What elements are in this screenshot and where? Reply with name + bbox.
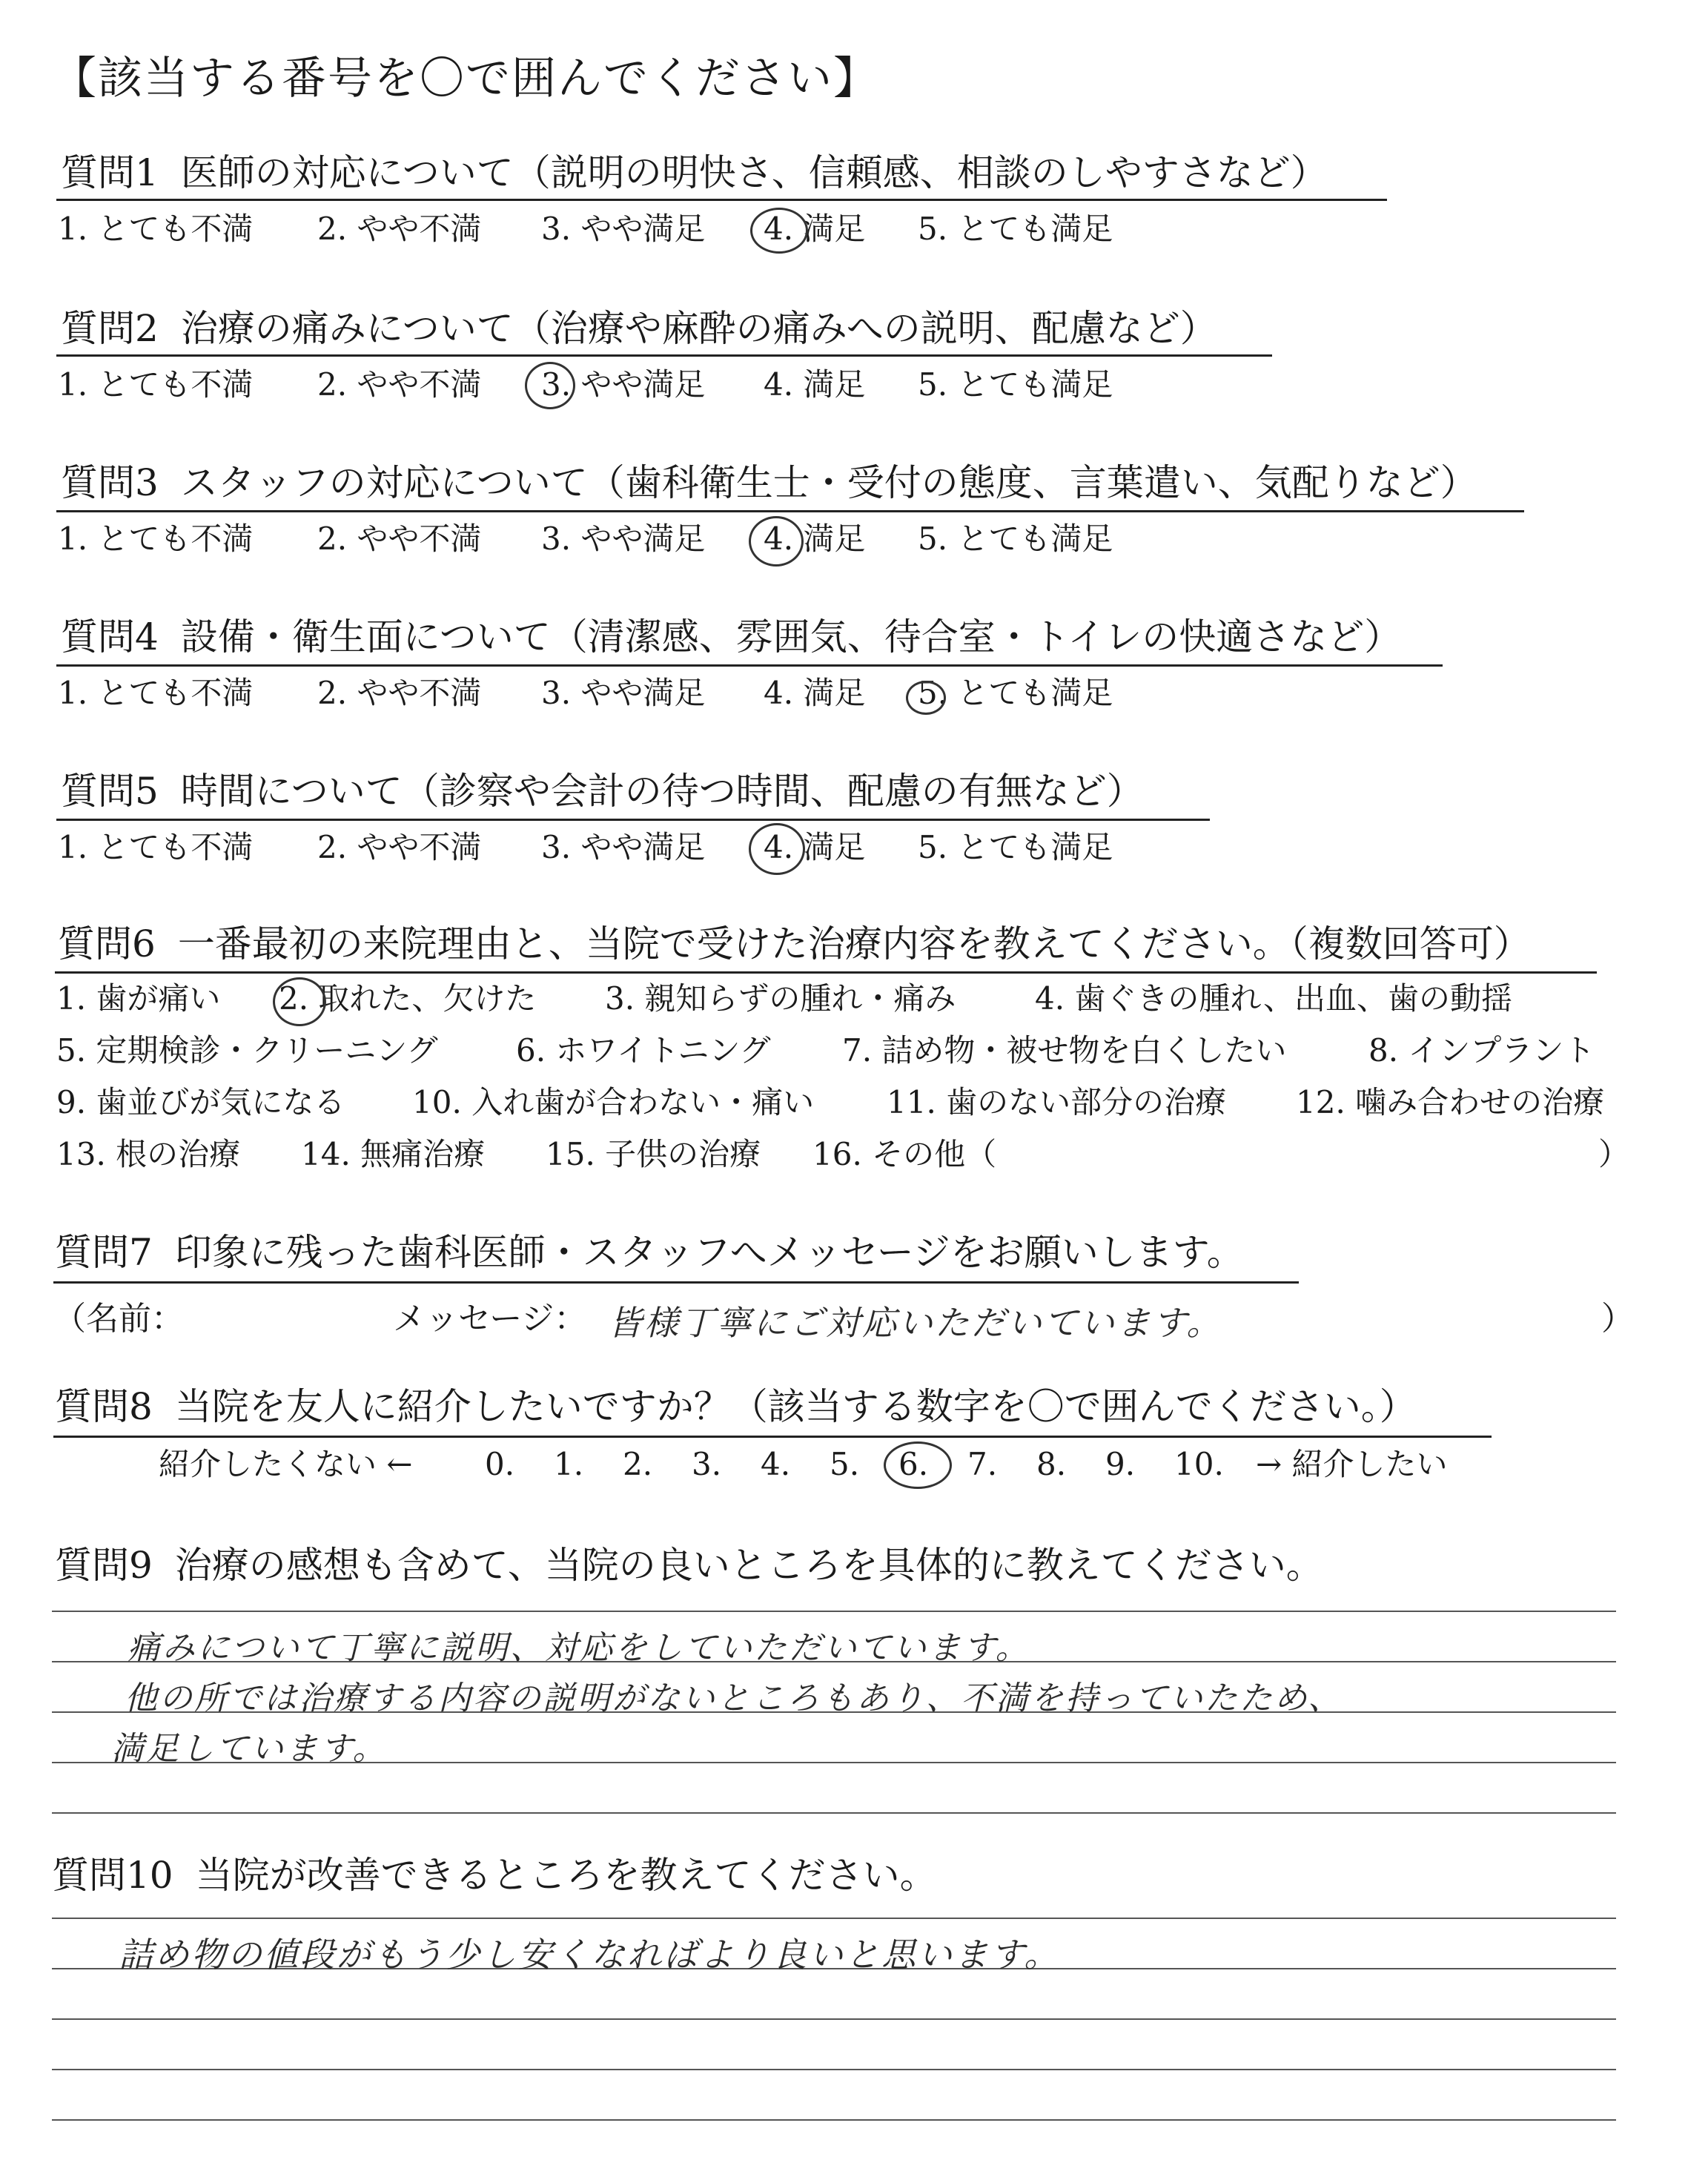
option-4[interactable]: 4. 満足: [764, 366, 866, 403]
answer-rule: [52, 1918, 1616, 1919]
option-11[interactable]: 11. 歯のない部分の治療: [887, 1084, 1227, 1120]
option-3[interactable]: 3. やや満足: [541, 521, 706, 557]
option-16-close-paren: ）: [1598, 1136, 1630, 1172]
question-text: 当院を友人に紹介したいですか？（該当する数字を〇で囲んでください。）: [174, 1385, 1417, 1428]
question-text: スタッフの対応について（歯科衛生士・受付の態度、言葉遣い、気配りなど）: [180, 461, 1477, 504]
option-4[interactable]: 4. 歯ぐきの腫れ、出血、歯の動揺: [1035, 980, 1512, 1017]
question-text: 当院が改善できるところを教えてください。: [195, 1854, 937, 1897]
answer-rule: [52, 2069, 1616, 2070]
option-7[interactable]: 7. 詰め物・被せ物を白くしたい: [842, 1032, 1287, 1069]
answer-line[interactable]: 詰め物の値段がもう少し安くなればより良いと思います。: [119, 1935, 1061, 1975]
question-number: 質問4: [61, 615, 159, 658]
question-8-scale: [159, 1446, 1508, 1493]
option-4[interactable]: 4. 満足: [764, 829, 866, 865]
question-underline: [56, 664, 1443, 667]
selection-circle: [884, 1441, 952, 1489]
question-underline: [53, 1436, 1492, 1438]
selection-circle: [749, 516, 804, 567]
option-3[interactable]: 3. やや満足: [541, 211, 706, 247]
option-4[interactable]: 4. 満足: [764, 675, 866, 711]
question-3-heading: [61, 461, 1477, 504]
scale-1[interactable]: 1.: [554, 1446, 584, 1482]
question-number: 質問8: [55, 1385, 153, 1428]
option-1[interactable]: 1. とても不満: [58, 829, 254, 865]
option-5[interactable]: 5. 定期検診・クリーニング: [56, 1032, 438, 1069]
question-text: 治療の痛みについて（治療や麻酔の痛みへの説明、配慮など）: [180, 307, 1217, 350]
scale-4[interactable]: 4.: [761, 1446, 791, 1482]
question-underline: [56, 199, 1387, 201]
question-underline: [55, 971, 1597, 974]
message-label: メッセージ：: [393, 1300, 587, 1338]
answer-line[interactable]: 満足しています。: [111, 1730, 388, 1768]
question-underline: [53, 1281, 1299, 1284]
option-5[interactable]: 5. とても満足: [918, 675, 1113, 711]
selection-circle: [906, 681, 946, 715]
name-label: （名前：: [53, 1300, 184, 1338]
option-1[interactable]: 1. とても不満: [58, 366, 254, 403]
option-1[interactable]: 1. とても不満: [58, 521, 254, 557]
option-16[interactable]: 16. その他（: [812, 1136, 997, 1172]
question-number: 質問9: [55, 1544, 153, 1587]
question-number: 質問6: [58, 922, 156, 965]
question-8-heading: [55, 1385, 1417, 1428]
scale-3[interactable]: 3.: [692, 1446, 722, 1482]
question-underline: [56, 819, 1210, 821]
option-8[interactable]: 8. インプラント: [1368, 1032, 1595, 1069]
option-3[interactable]: 3. やや満足: [541, 366, 706, 403]
selection-circle: [750, 208, 808, 254]
selection-circle: [749, 823, 805, 875]
option-10[interactable]: 10. 入れ歯が合わない・痛い: [412, 1084, 815, 1120]
option-13[interactable]: 13. 根の治療: [56, 1136, 241, 1172]
selection-circle: [273, 977, 326, 1026]
question-number: 質問5: [61, 770, 159, 813]
question-9-heading: [55, 1544, 1323, 1587]
option-14[interactable]: 14. 無痛治療: [301, 1136, 486, 1172]
option-3[interactable]: 3. やや満足: [541, 829, 706, 865]
option-2[interactable]: 2. 取れた、欠けた: [279, 980, 537, 1017]
answer-line[interactable]: 他の所では治療する内容の説明がないところもあり、不満を持っていたため、: [125, 1680, 1343, 1717]
selection-circle: [525, 362, 575, 409]
option-3[interactable]: 3. 親知らずの腫れ・痛み: [605, 980, 956, 1017]
option-9[interactable]: 9. 歯並びが気になる: [56, 1084, 345, 1120]
option-4[interactable]: 4. 満足: [764, 521, 866, 557]
scale-9[interactable]: 9.: [1105, 1446, 1136, 1482]
answer-rule: [52, 2018, 1616, 2020]
answer-rule: [52, 1812, 1616, 1814]
option-1[interactable]: 1. 歯が痛い: [56, 980, 221, 1017]
question-number: 質問7: [55, 1231, 153, 1274]
answer-rule: [52, 1611, 1616, 1612]
option-2[interactable]: 2. やや不満: [317, 675, 482, 711]
scale-7[interactable]: 7.: [967, 1446, 998, 1482]
scale-8[interactable]: 8.: [1036, 1446, 1067, 1482]
question-underline: [56, 510, 1524, 512]
option-5[interactable]: 5. とても満足: [918, 211, 1113, 247]
question-7-heading: [55, 1231, 1244, 1274]
question-1-heading: [61, 151, 1328, 194]
option-4[interactable]: 4. 満足: [764, 211, 866, 247]
option-15[interactable]: 15. 子供の治療: [546, 1136, 761, 1172]
answer-line[interactable]: 痛みについて丁寧に説明、対応をしていただいています。: [128, 1629, 1030, 1667]
option-6[interactable]: 6. ホワイトニング: [516, 1032, 771, 1069]
scale-0[interactable]: 0.: [485, 1446, 515, 1482]
question-text: 医師の対応について（説明の明快さ、信頼感、相談のしやすさなど）: [180, 151, 1328, 194]
question-5-heading: [61, 770, 1144, 813]
question-text: 印象に残った歯科医師・スタッフへメッセージをお願いします。: [174, 1231, 1244, 1274]
message-close-paren: ）: [1601, 1300, 1634, 1338]
option-5[interactable]: 5. とても満足: [918, 366, 1113, 403]
question-text: 時間について（診察や会計の待つ時間、配慮の有無など）: [180, 770, 1144, 813]
question-number: 質問2: [61, 307, 159, 350]
question-10-heading: [52, 1854, 937, 1897]
question-6-heading: [58, 922, 1531, 965]
option-2[interactable]: 2. やや不満: [317, 211, 482, 247]
question-text: 一番最初の来院理由と、当院で受けた治療内容を教えてください。（複数回答可）: [177, 922, 1531, 965]
question-4-heading: [61, 615, 1402, 658]
question-2-heading: [61, 307, 1217, 350]
scale-2[interactable]: 2.: [623, 1446, 653, 1482]
question-number: 質問10: [52, 1854, 173, 1897]
scale-6[interactable]: 6.: [898, 1446, 929, 1482]
option-3[interactable]: 3. やや満足: [541, 675, 706, 711]
question-number: 質問1: [61, 151, 159, 194]
scale-10[interactable]: 10.: [1174, 1446, 1224, 1482]
option-2[interactable]: 2. やや不満: [317, 521, 482, 557]
page-title: 【該当する番号を〇で囲んでください】: [52, 53, 879, 105]
question-number: 質問3: [61, 461, 159, 504]
option-1[interactable]: 1. とても不満: [58, 211, 254, 247]
option-5[interactable]: 5. とても満足: [918, 521, 1113, 557]
option-12[interactable]: 12. 噛み合わせの治療: [1296, 1084, 1605, 1120]
option-5[interactable]: 5. とても満足: [918, 829, 1113, 865]
option-2[interactable]: 2. やや不満: [317, 829, 482, 865]
option-1[interactable]: 1. とても不満: [58, 675, 254, 711]
scale-5[interactable]: 5.: [830, 1446, 860, 1482]
answer-rule: [52, 2119, 1616, 2121]
question-text: 治療の感想も含めて、当院の良いところを具体的に教えてください。: [174, 1544, 1323, 1587]
message-value[interactable]: 皆様丁寧にご対応いただいています。: [608, 1303, 1223, 1343]
scale-left-label: 紹介したくない ←: [159, 1446, 413, 1482]
option-2[interactable]: 2. やや不満: [317, 366, 482, 403]
scale-right-label: → 紹介したい: [1256, 1446, 1448, 1482]
question-underline: [56, 354, 1272, 357]
question-text: 設備・衛生面について（清潔感、雰囲気、待合室・トイレの快適さなど）: [180, 615, 1402, 658]
